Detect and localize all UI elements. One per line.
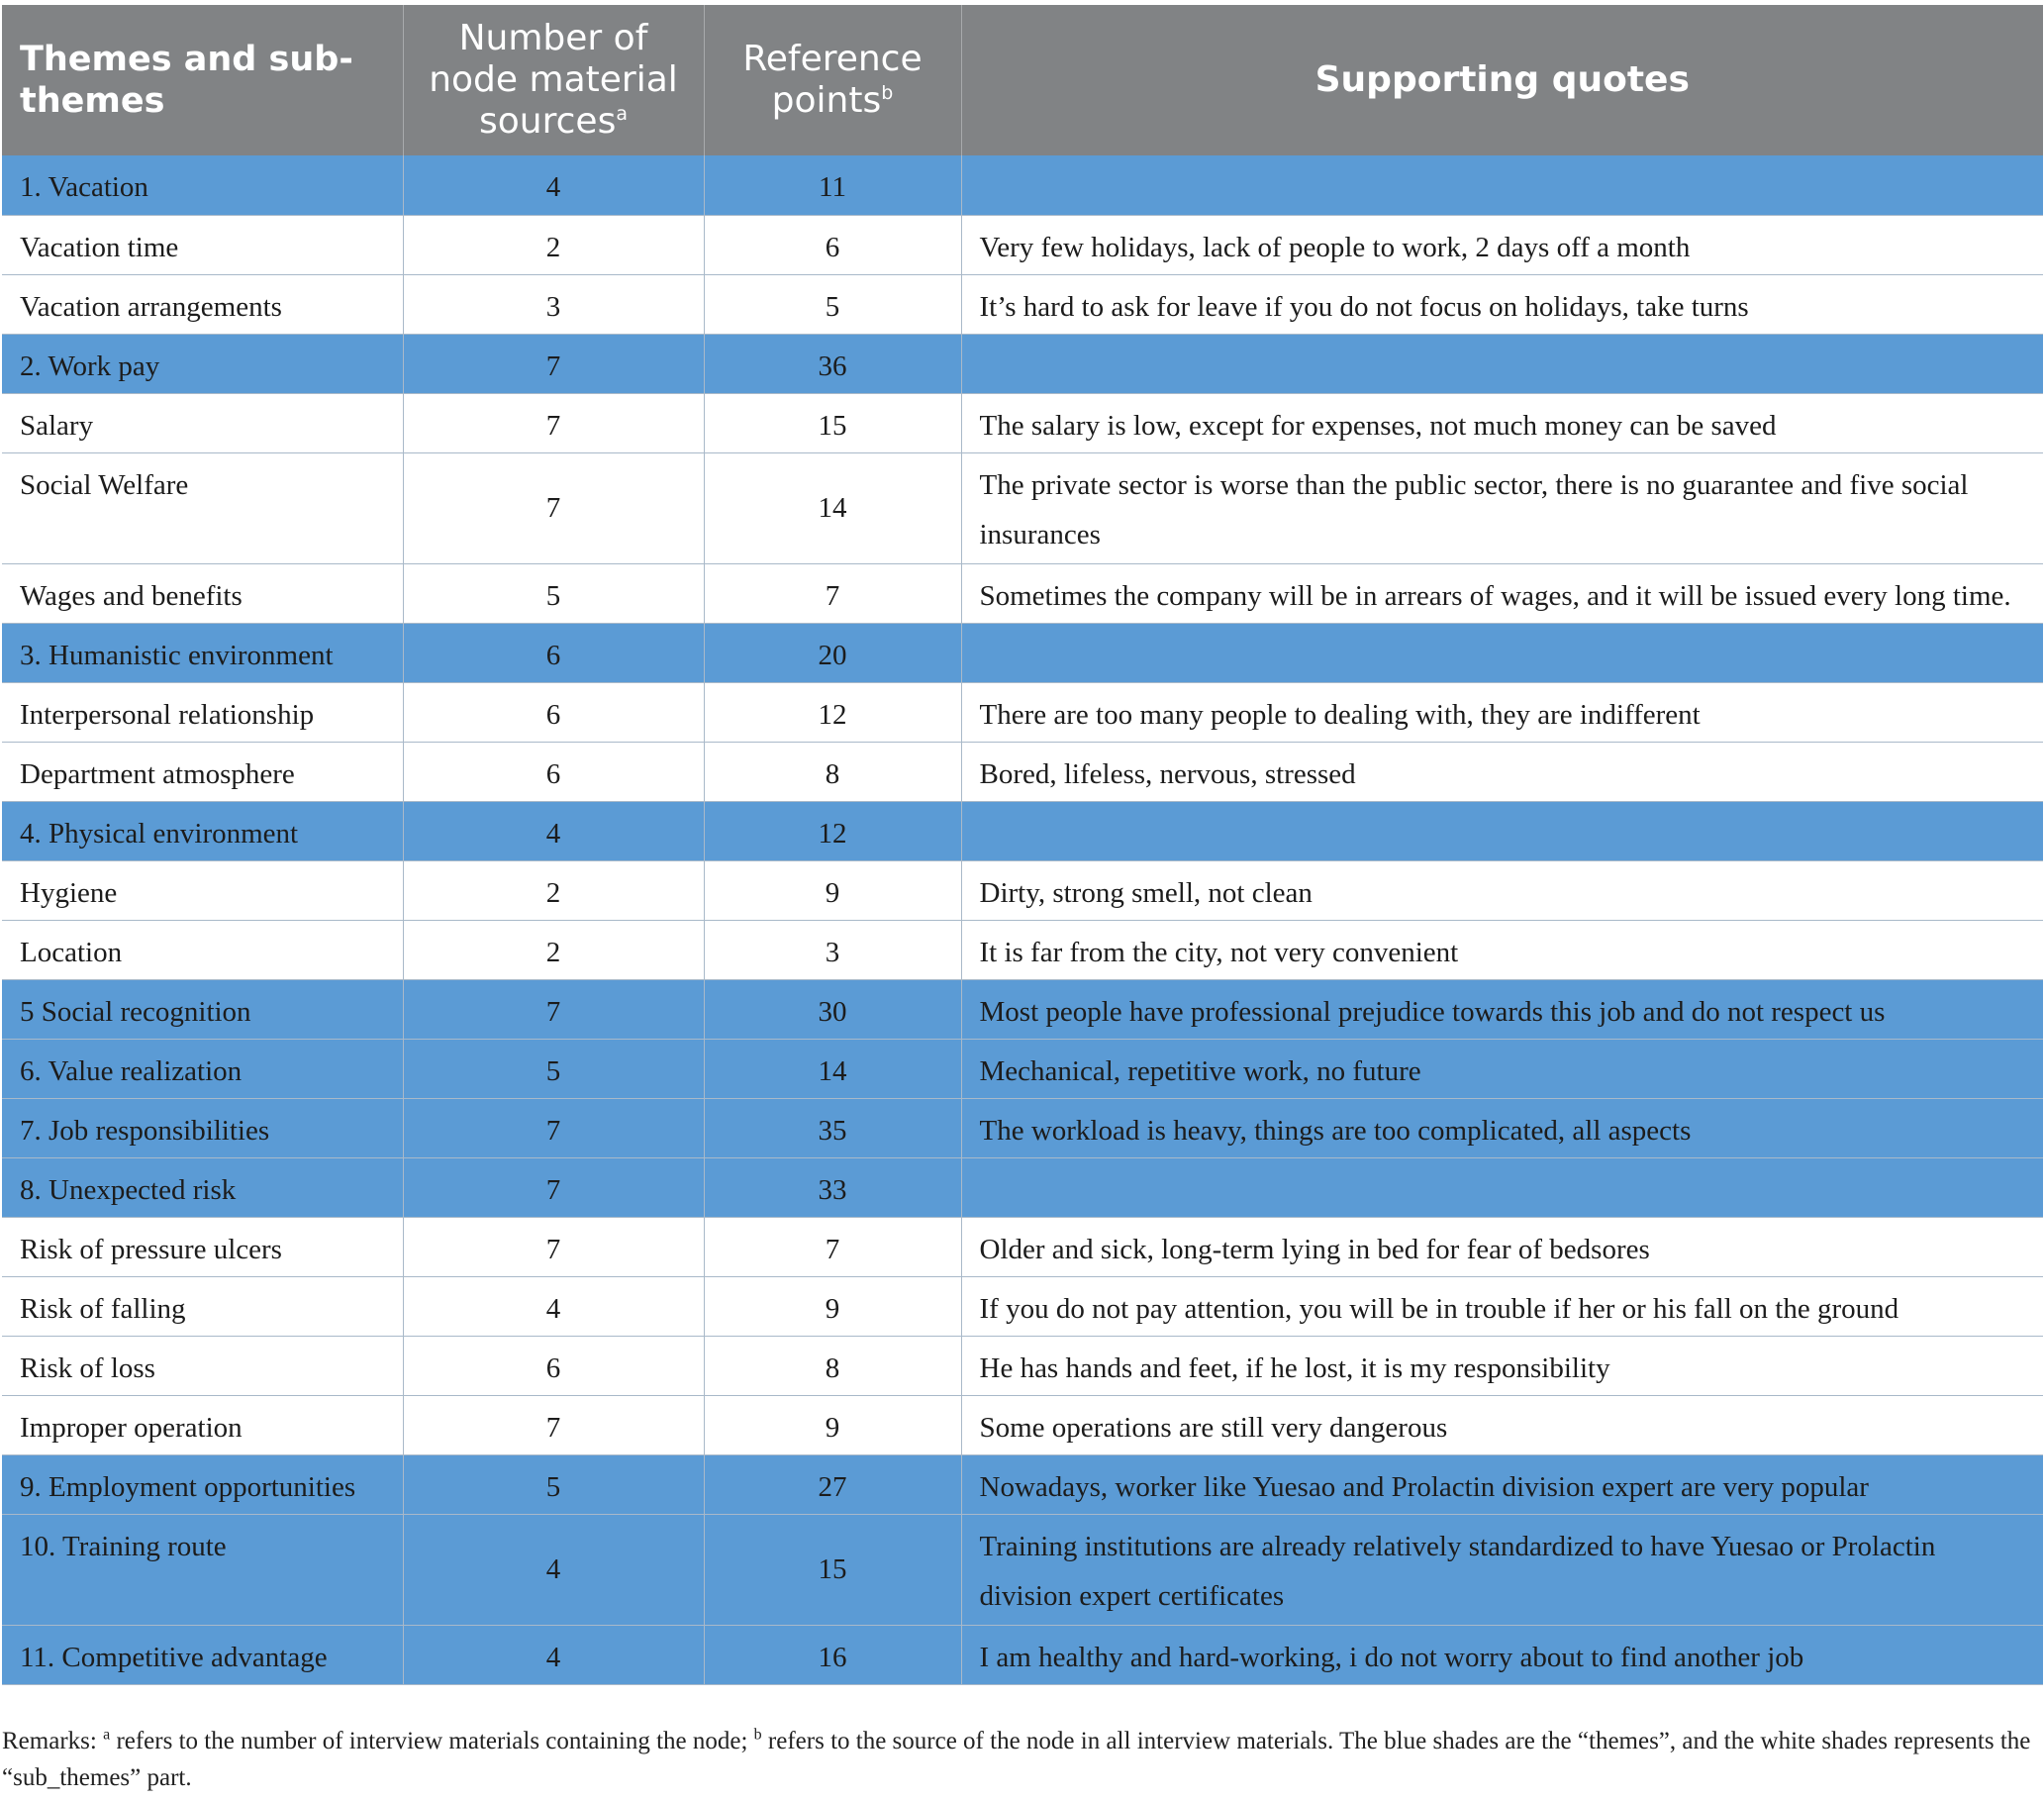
theme-row [2, 1039, 2043, 1098]
theme-name-cell: 7. Job responsibilities [2, 1098, 403, 1157]
supporting-quote-cell: Older and sick, long-term lying in bed for fear of bedsores [961, 1217, 2043, 1276]
header-themes [2, 5, 403, 155]
node-sources-cell: 7 [403, 452, 704, 563]
sub-theme-row [2, 274, 2043, 334]
supporting-quote-cell: It is far from the city, not very convenient [961, 920, 2043, 979]
theme-name-cell: 2. Work pay [2, 334, 403, 393]
theme-name-cell: 8. Unexpected risk [2, 1157, 403, 1217]
sub-theme-name-cell: Risk of pressure ulcers [2, 1217, 403, 1276]
node-sources-cell: 4 [403, 801, 704, 860]
node-sources-cell: 6 [403, 1336, 704, 1395]
supporting-quote-cell [961, 801, 2043, 860]
header-reference-points-label: Reference points [742, 39, 923, 121]
header-node-sources [403, 5, 704, 155]
node-sources-cell: 2 [403, 920, 704, 979]
theme-row [2, 979, 2043, 1039]
sub-theme-row [2, 682, 2043, 742]
theme-name-cell: 10. Training route [2, 1514, 403, 1625]
reference-points-cell: 6 [704, 215, 961, 274]
node-sources-cell: 6 [403, 742, 704, 801]
node-sources-cell: 7 [403, 1098, 704, 1157]
sub-theme-name-cell: Wages and benefits [2, 563, 403, 623]
theme-name-cell: 3. Humanistic environment [2, 623, 403, 682]
sub-theme-name-cell: Risk of falling [2, 1276, 403, 1336]
supporting-quote-cell: Dirty, strong smell, not clean [961, 860, 2043, 920]
theme-row [2, 334, 2043, 393]
reference-points-cell: 12 [704, 682, 961, 742]
remarks-sup-b: b [753, 1726, 762, 1744]
sub-theme-row [2, 860, 2043, 920]
table-header-row [2, 5, 2043, 155]
supporting-quote-cell: Mechanical, repetitive work, no future [961, 1039, 2043, 1098]
reference-points-cell: 36 [704, 334, 961, 393]
node-sources-cell: 6 [403, 682, 704, 742]
reference-points-cell: 8 [704, 742, 961, 801]
sub-theme-name-cell: Improper operation [2, 1395, 403, 1454]
node-sources-cell: 5 [403, 1039, 704, 1098]
theme-name-cell: 6. Value realization [2, 1039, 403, 1098]
node-sources-cell: 7 [403, 393, 704, 452]
supporting-quote-cell: The salary is low, except for expenses, not much money can be saved [961, 393, 2043, 452]
supporting-quote-cell: Nowadays, worker like Yuesao and Prolactin division expert are very popular [961, 1454, 2043, 1514]
sub-theme-row [2, 215, 2043, 274]
supporting-quote-cell [961, 155, 2043, 215]
node-sources-cell: 7 [403, 1395, 704, 1454]
theme-name-cell: 4. Physical environment [2, 801, 403, 860]
theme-name-cell: 11. Competitive advantage [2, 1625, 403, 1684]
reference-points-cell: 27 [704, 1454, 961, 1514]
theme-name-cell: 5 Social recognition [2, 979, 403, 1039]
sub-theme-name-cell: Interpersonal relationship [2, 682, 403, 742]
reference-points-cell: 11 [704, 155, 961, 215]
node-sources-cell: 4 [403, 1276, 704, 1336]
reference-points-cell: 7 [704, 563, 961, 623]
remarks-text-a: refers to the number of interview materials containing the node; [110, 1728, 754, 1754]
sub-theme-name-cell: Vacation arrangements [2, 274, 403, 334]
supporting-quote-cell [961, 334, 2043, 393]
node-sources-cell: 5 [403, 563, 704, 623]
theme-row [2, 1625, 2043, 1684]
reference-points-cell: 15 [704, 1514, 961, 1625]
theme-row [2, 1514, 2043, 1625]
node-sources-cell: 2 [403, 215, 704, 274]
sub-theme-row [2, 1395, 2043, 1454]
supporting-quote-cell: It’s hard to ask for leave if you do not focus on holidays, take turns [961, 274, 2043, 334]
reference-points-cell: 20 [704, 623, 961, 682]
theme-name-cell: 1. Vacation [2, 155, 403, 215]
supporting-quote-cell: The private sector is worse than the public sector, there is no guarantee and five social insurances [961, 452, 2043, 563]
supporting-quote-cell [961, 1157, 2043, 1217]
theme-row [2, 1157, 2043, 1217]
node-sources-cell: 4 [403, 155, 704, 215]
table-body [2, 155, 2043, 1684]
sub-theme-row [2, 452, 2043, 563]
theme-row [2, 623, 2043, 682]
node-sources-cell: 4 [403, 1625, 704, 1684]
theme-row [2, 155, 2043, 215]
node-sources-cell: 7 [403, 1157, 704, 1217]
supporting-quote-cell: Very few holidays, lack of people to work, 2 days off a month [961, 215, 2043, 274]
supporting-quote-cell: The workload is heavy, things are too complicated, all aspects [961, 1098, 2043, 1157]
sub-theme-name-cell: Risk of loss [2, 1336, 403, 1395]
sub-theme-name-cell: Location [2, 920, 403, 979]
header-supporting-quotes-label: Supporting quotes [1314, 59, 1690, 100]
reference-points-cell: 14 [704, 1039, 961, 1098]
reference-points-cell: 15 [704, 393, 961, 452]
supporting-quote-cell [961, 623, 2043, 682]
sub-theme-row [2, 920, 2043, 979]
remarks-text-b: refers to the source of the node in all interview materials. The blue shades are the “themes”, and the white shades represents the “sub_themes” part. [2, 1728, 2031, 1791]
sub-theme-row [2, 1276, 2043, 1336]
sub-theme-row [2, 393, 2043, 452]
supporting-quote-cell: I am healthy and hard-working, i do not worry about to find another job [961, 1625, 2043, 1684]
table-remarks [2, 1723, 2041, 1796]
node-sources-cell: 5 [403, 1454, 704, 1514]
reference-points-cell: 30 [704, 979, 961, 1039]
sub-theme-name-cell: Department atmosphere [2, 742, 403, 801]
node-sources-cell: 6 [403, 623, 704, 682]
node-sources-cell: 7 [403, 979, 704, 1039]
header-supporting-quotes [961, 5, 2043, 155]
supporting-quote-cell: Some operations are still very dangerous [961, 1395, 2043, 1454]
supporting-quote-cell: Sometimes the company will be in arrears of wages, and it will be issued every long time. [961, 563, 2043, 623]
sub-theme-row [2, 1217, 2043, 1276]
reference-points-cell: 9 [704, 860, 961, 920]
sub-theme-row [2, 563, 2043, 623]
header-reference-points [704, 5, 961, 155]
supporting-quote-cell: Bored, lifeless, nervous, stressed [961, 742, 2043, 801]
supporting-quote-cell: He has hands and feet, if he lost, it is my responsibility [961, 1336, 2043, 1395]
supporting-quote-cell: If you do not pay attention, you will be in trouble if her or his fall on the ground [961, 1276, 2043, 1336]
reference-points-cell: 12 [704, 801, 961, 860]
node-sources-cell: 4 [403, 1514, 704, 1625]
remarks-sup-a: a [103, 1726, 111, 1744]
node-sources-cell: 7 [403, 1217, 704, 1276]
sub-theme-name-cell: Salary [2, 393, 403, 452]
reference-points-cell: 5 [704, 274, 961, 334]
reference-points-cell: 8 [704, 1336, 961, 1395]
reference-points-cell: 35 [704, 1098, 961, 1157]
sub-theme-name-cell: Vacation time [2, 215, 403, 274]
node-sources-cell: 3 [403, 274, 704, 334]
sub-theme-name-cell: Hygiene [2, 860, 403, 920]
supporting-quote-cell: Training institutions are already relatively standardized to have Yuesao or Prolactin division expert certificates [961, 1514, 2043, 1625]
supporting-quote-cell: There are too many people to dealing with, they are indifferent [961, 682, 2043, 742]
supporting-quote-cell: Most people have professional prejudice towards this job and do not respect us [961, 979, 2043, 1039]
reference-points-cell: 7 [704, 1217, 961, 1276]
theme-row [2, 801, 2043, 860]
node-sources-cell: 2 [403, 860, 704, 920]
header-node-sources-label: Number of node material sources [429, 18, 678, 142]
reference-points-cell: 9 [704, 1395, 961, 1454]
header-node-sources-footnote: a [616, 103, 628, 125]
reference-points-cell: 9 [704, 1276, 961, 1336]
reference-points-cell: 3 [704, 920, 961, 979]
sub-theme-name-cell: Social Welfare [2, 452, 403, 563]
reference-points-cell: 16 [704, 1625, 961, 1684]
header-themes-label: Themes and sub-themes [20, 40, 353, 121]
node-sources-cell: 7 [403, 334, 704, 393]
reference-points-cell: 33 [704, 1157, 961, 1217]
sub-theme-row [2, 742, 2043, 801]
remarks-prefix: Remarks: [2, 1728, 104, 1754]
theme-row [2, 1098, 2043, 1157]
reference-points-cell: 14 [704, 452, 961, 563]
header-reference-points-footnote: b [881, 82, 894, 104]
theme-row [2, 1454, 2043, 1514]
themes-table [2, 5, 2043, 1685]
sub-theme-row [2, 1336, 2043, 1395]
theme-name-cell: 9. Employment opportunities [2, 1454, 403, 1514]
